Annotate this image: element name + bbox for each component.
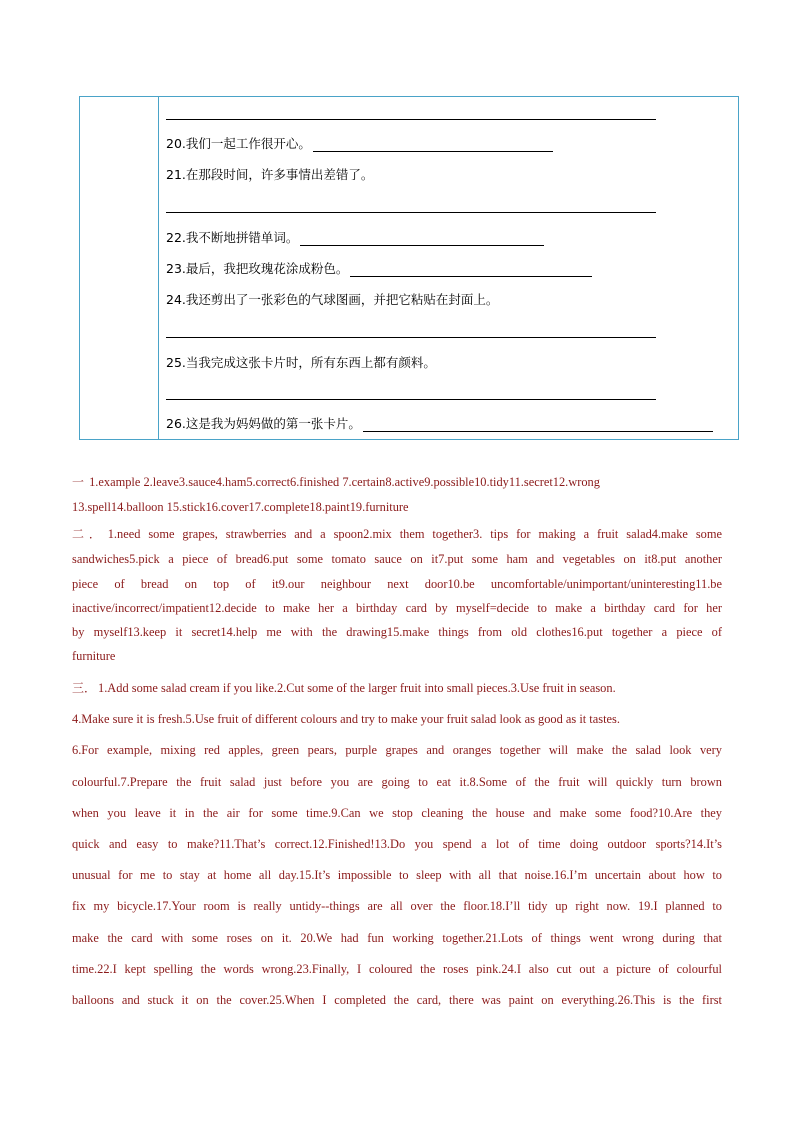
answer-blank-inline[interactable] xyxy=(350,264,592,277)
answer-line: unusual for me to stay at home all day.15.It’s impossible to sleep with all that noise.16.I’m uncertain about how to xyxy=(72,868,722,882)
exercise-item-text: 24.我还剪出了一张彩色的气球图画，并把它粘贴在封面上。 xyxy=(166,292,499,307)
answer-line: balloons and stuck it on the cover.25.When I completed the card, there was paint on everything.26.This is the first xyxy=(72,993,722,1007)
answer-line: quick and easy to make?11.That’s correct.12.Finished!13.Do you spend a lot of time doing outdoor sports?14.It’s xyxy=(72,837,722,851)
answer-line: by myself13.keep it secret14.help me with the drawing15.make things from old clothes16.put together a piece of xyxy=(72,625,722,639)
answer-blank-line[interactable] xyxy=(166,337,656,338)
section-mark: 二． xyxy=(72,527,106,541)
answer-blank-line[interactable] xyxy=(166,212,656,213)
exercise-item-22 xyxy=(166,230,544,246)
exercise-item-25 xyxy=(166,355,436,371)
section-mark: 三． xyxy=(72,681,97,695)
answer-blank-inline[interactable] xyxy=(313,139,553,152)
answer-line: fix my bicycle.17.Your room is really untidy--things are all over the floor.18.I’ll tidy up right now. 19.I planned to xyxy=(72,899,722,913)
exercise-item-26 xyxy=(166,416,713,432)
answer-line: when you leave it in the air for some time.9.Can we stop cleaning the house and make some food?10.Are they xyxy=(72,806,722,820)
answer-blank-inline[interactable] xyxy=(363,419,713,432)
exercise-item-text: 26.这是我为妈妈做的第一张卡片。 xyxy=(166,416,361,431)
answer-blank-inline[interactable] xyxy=(300,233,544,246)
exercise-item-20 xyxy=(166,136,553,152)
exercise-item-21 xyxy=(166,167,373,183)
exercise-item-text: 25.当我完成这张卡片时，所有东西上都有颜料。 xyxy=(166,355,436,370)
answer-blank-line[interactable] xyxy=(166,399,656,400)
exercise-item-text: 20.我们一起工作很开心。 xyxy=(166,136,311,151)
exercise-item-text: 22.我不断地拼错单词。 xyxy=(166,230,299,245)
answer-line: time.22.I kept spelling the words wrong.23.Finally, I coloured the roses pink.24.I also cut out a picture of colourful xyxy=(72,962,722,976)
exercise-item-text: 21.在那段时间，许多事情出差错了。 xyxy=(166,167,374,182)
answer-line: 4.Make sure it is fresh.5.Use fruit of different colours and try to make your fruit salad look as good as it tastes. xyxy=(72,712,620,726)
answer-line: piece of bread on top of it9.our neighbour next door10.be uncomfortable/unimportant/uninteresting11.be xyxy=(72,577,722,591)
answer-line: 一 1.example 2.leave3.sauce4.ham5.correct6.finished 7.certain8.active9.possible10.tidy11.secret12.wrong xyxy=(72,475,600,489)
section-mark: 一 xyxy=(72,475,85,489)
answer-line: 6.For example, mixing red apples, green pears, purple grapes and oranges together will make the salad look very xyxy=(72,743,722,757)
exercise-item-text: 23.最后，我把玫瑰花涂成粉色。 xyxy=(166,261,349,276)
answer-blank-line[interactable] xyxy=(166,119,656,120)
answer-line: furniture xyxy=(72,649,116,663)
answer-line: 三． 1.Add some salad cream if you like.2.Cut some of the larger fruit into small pieces.3.Use fruit in season. xyxy=(72,681,616,695)
answer-line: sandwiches5.pick a piece of bread6.put some tomato sauce on it7.put some ham and vegetables on it8.put another xyxy=(72,552,722,566)
answer-line: 13.spell14.balloon 15.stick16.cover17.complete18.paint19.furniture xyxy=(72,500,409,514)
exercise-item-24 xyxy=(166,292,498,308)
table-left-column xyxy=(80,97,159,439)
answer-line: 二． 1.need some grapes, strawberries and a spoon2.mix them together3. tips for making a fruit salad4.make some xyxy=(72,527,722,541)
exercise-item-23 xyxy=(166,261,592,277)
answer-line: inactive/incorrect/impatient12.decide to make her a birthday card by myself=decide to make a birthday card for her xyxy=(72,601,722,615)
answer-line: colourful.7.Prepare the fruit salad just before you are going to eat it.8.Some of the fruit will quickly turn brown xyxy=(72,775,722,789)
answer-line: make the card with some roses on it. 20.We had fun working together.21.Lots of things went wrong during that xyxy=(72,931,722,945)
